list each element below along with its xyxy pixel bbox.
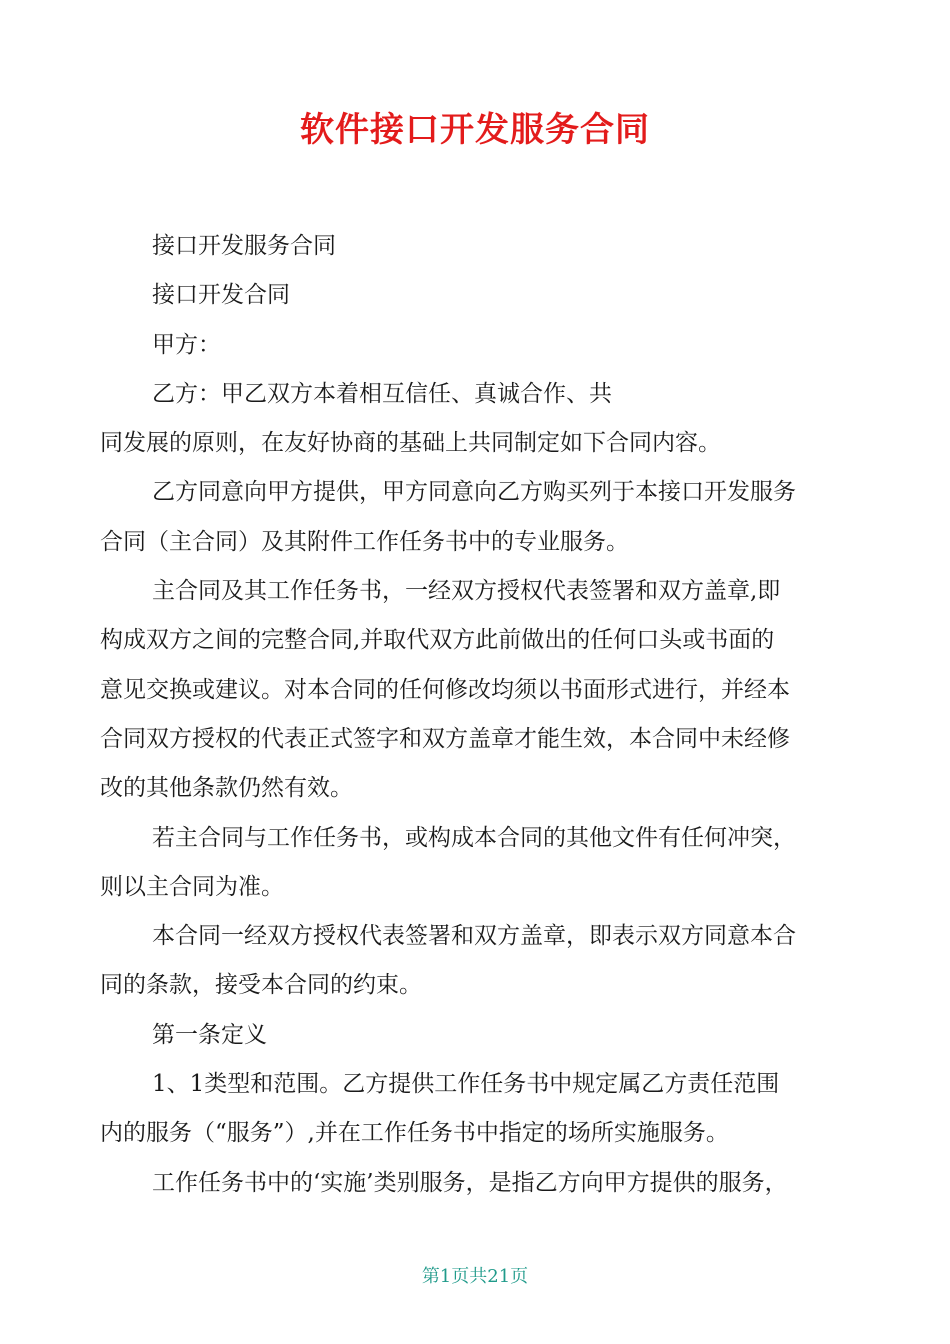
text-line: 内的服务（“服务”）,并在工作任务书中指定的场所实施服务。: [100, 1120, 729, 1147]
document-title: 软件接口开发服务合同: [300, 110, 650, 150]
text-line: 甲方：: [152, 331, 221, 358]
document-body: [100, 222, 848, 1208]
page-footer: 第1页共21页: [421, 1266, 529, 1287]
text-line: 同发展的原则，在友好协商的基础上共同制定如下合同内容。: [100, 430, 721, 457]
text-line: 乙方同意向甲方提供，甲方同意向乙方购买列于本接口开发服务: [152, 479, 796, 506]
text-line: 改的其他条款仍然有效。: [100, 775, 353, 802]
text-line: 意见交换或建议。对本合同的任何修改均须以书面形式进行，并经本: [100, 676, 790, 703]
text-line: 则以主合同为准。: [100, 873, 284, 900]
text-line: 若主合同与工作任务书，或构成本合同的其他文件有任何冲突，: [152, 824, 796, 851]
text-line: 1、1类型和范围。乙方提供工作任务书中规定属乙方责任范围: [152, 1071, 780, 1098]
text-line: 本合同一经双方授权代表签署和双方盖章，即表示双方同意本合: [152, 923, 796, 950]
text-line: 第一条定义: [152, 1021, 267, 1048]
text-line: 工作任务书中的‘实施’类别服务，是指乙方向甲方提供的服务，: [152, 1169, 788, 1196]
text-line: 同的条款，接受本合同的约束。: [100, 972, 422, 999]
text-line: 接口开发服务合同: [152, 233, 336, 259]
text-line: 乙方：甲乙双方本着相互信任、真诚合作、共: [152, 380, 612, 407]
text-line: 主合同及其工作任务书，一经双方授权代表签署和双方盖章,即: [152, 578, 781, 605]
text-line: 构成双方之间的完整合同,并取代双方此前做出的任何口头或书面的: [100, 627, 775, 654]
text-line: 合同（主合同）及其附件工作任务书中的专业服务。: [100, 528, 629, 555]
text-line: 合同双方授权的代表正式签字和双方盖章才能生效，本合同中未经修: [100, 725, 790, 752]
text-line: 接口开发合同: [152, 282, 290, 309]
